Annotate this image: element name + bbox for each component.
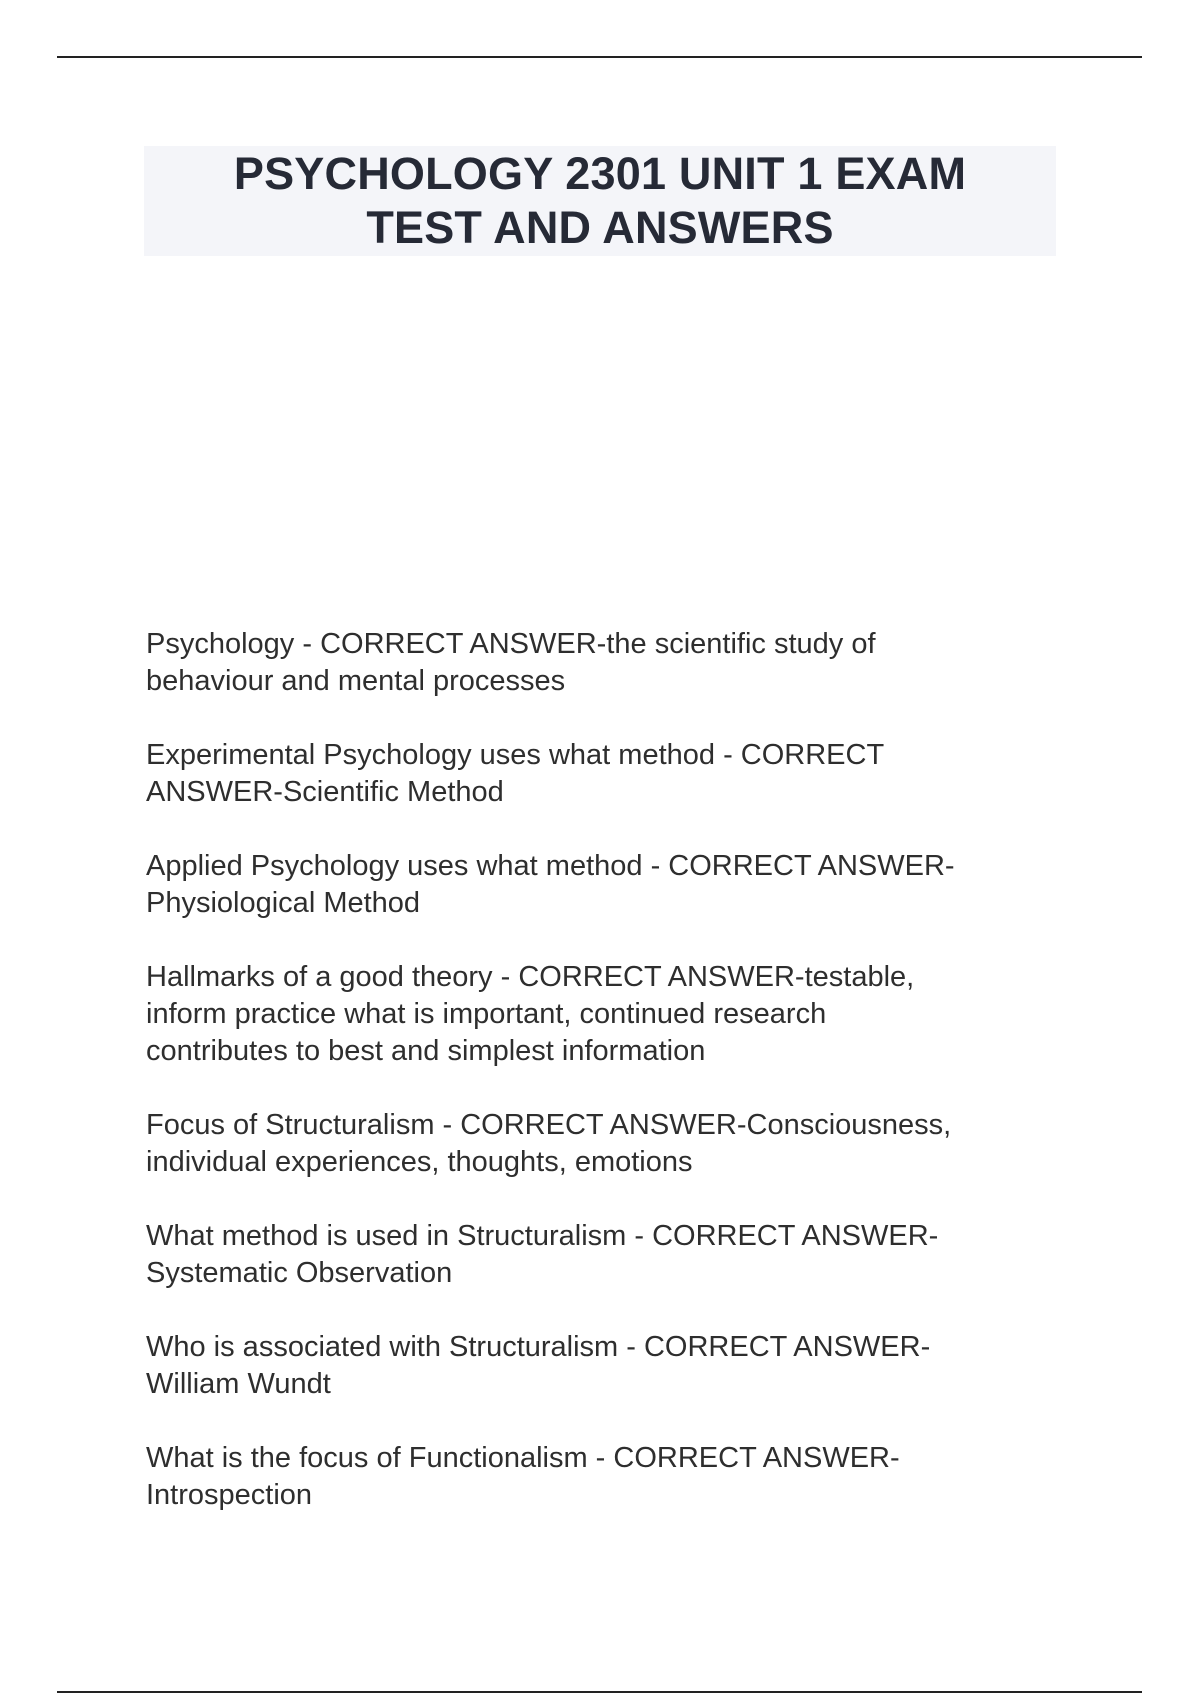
qa-text-line: Experimental Psychology uses what method - CORRECT — [146, 739, 885, 771]
qa-text-line: William Wundt — [146, 1368, 331, 1400]
qa-text-line: Physiological Method — [146, 887, 421, 919]
qa-text-line: inform practice what is important, continued research — [146, 998, 827, 1030]
qa-text-line: Systematic Observation — [146, 1257, 453, 1289]
qa-text-line: Applied Psychology uses what method - CORRECT ANSWER- — [146, 850, 955, 882]
qa-entry — [146, 1440, 1066, 1514]
qa-text-line: behaviour and mental processes — [146, 665, 566, 697]
qa-text-line: individual experiences, thoughts, emotions — [146, 1146, 693, 1178]
document-title — [234, 147, 966, 255]
bottom-rule — [57, 1691, 1142, 1693]
qa-text-line: Hallmarks of a good theory - CORRECT ANSWER-testable, — [146, 961, 915, 993]
qa-text-line: What is the focus of Functionalism - CORRECT ANSWER- — [146, 1442, 900, 1474]
qa-entry — [146, 959, 1066, 1070]
title-banner — [144, 146, 1056, 256]
title-line: TEST AND ANSWERS — [366, 202, 834, 253]
qa-text-line: ANSWER-Scientific Method — [146, 776, 504, 808]
qa-text-line: Psychology - CORRECT ANSWER-the scientific study of — [146, 628, 876, 660]
qa-entry — [146, 848, 1066, 922]
qa-entry — [146, 737, 1066, 811]
qa-entry — [146, 1218, 1066, 1292]
qa-entry — [146, 1329, 1066, 1403]
qa-text-line: contributes to best and simplest information — [146, 1035, 706, 1067]
qa-entry — [146, 1107, 1066, 1181]
qa-entry — [146, 626, 1066, 700]
top-rule — [57, 56, 1142, 58]
qa-text-line: Who is associated with Structuralism - CORRECT ANSWER- — [146, 1331, 931, 1363]
qa-text-line: What method is used in Structuralism - CORRECT ANSWER- — [146, 1220, 939, 1252]
qa-text-line: Focus of Structuralism - CORRECT ANSWER-Consciousness, — [146, 1109, 952, 1141]
title-line: PSYCHOLOGY 2301 UNIT 1 EXAM — [233, 148, 967, 199]
qa-list — [146, 626, 1066, 1551]
qa-text-line: Introspection — [146, 1479, 313, 1511]
